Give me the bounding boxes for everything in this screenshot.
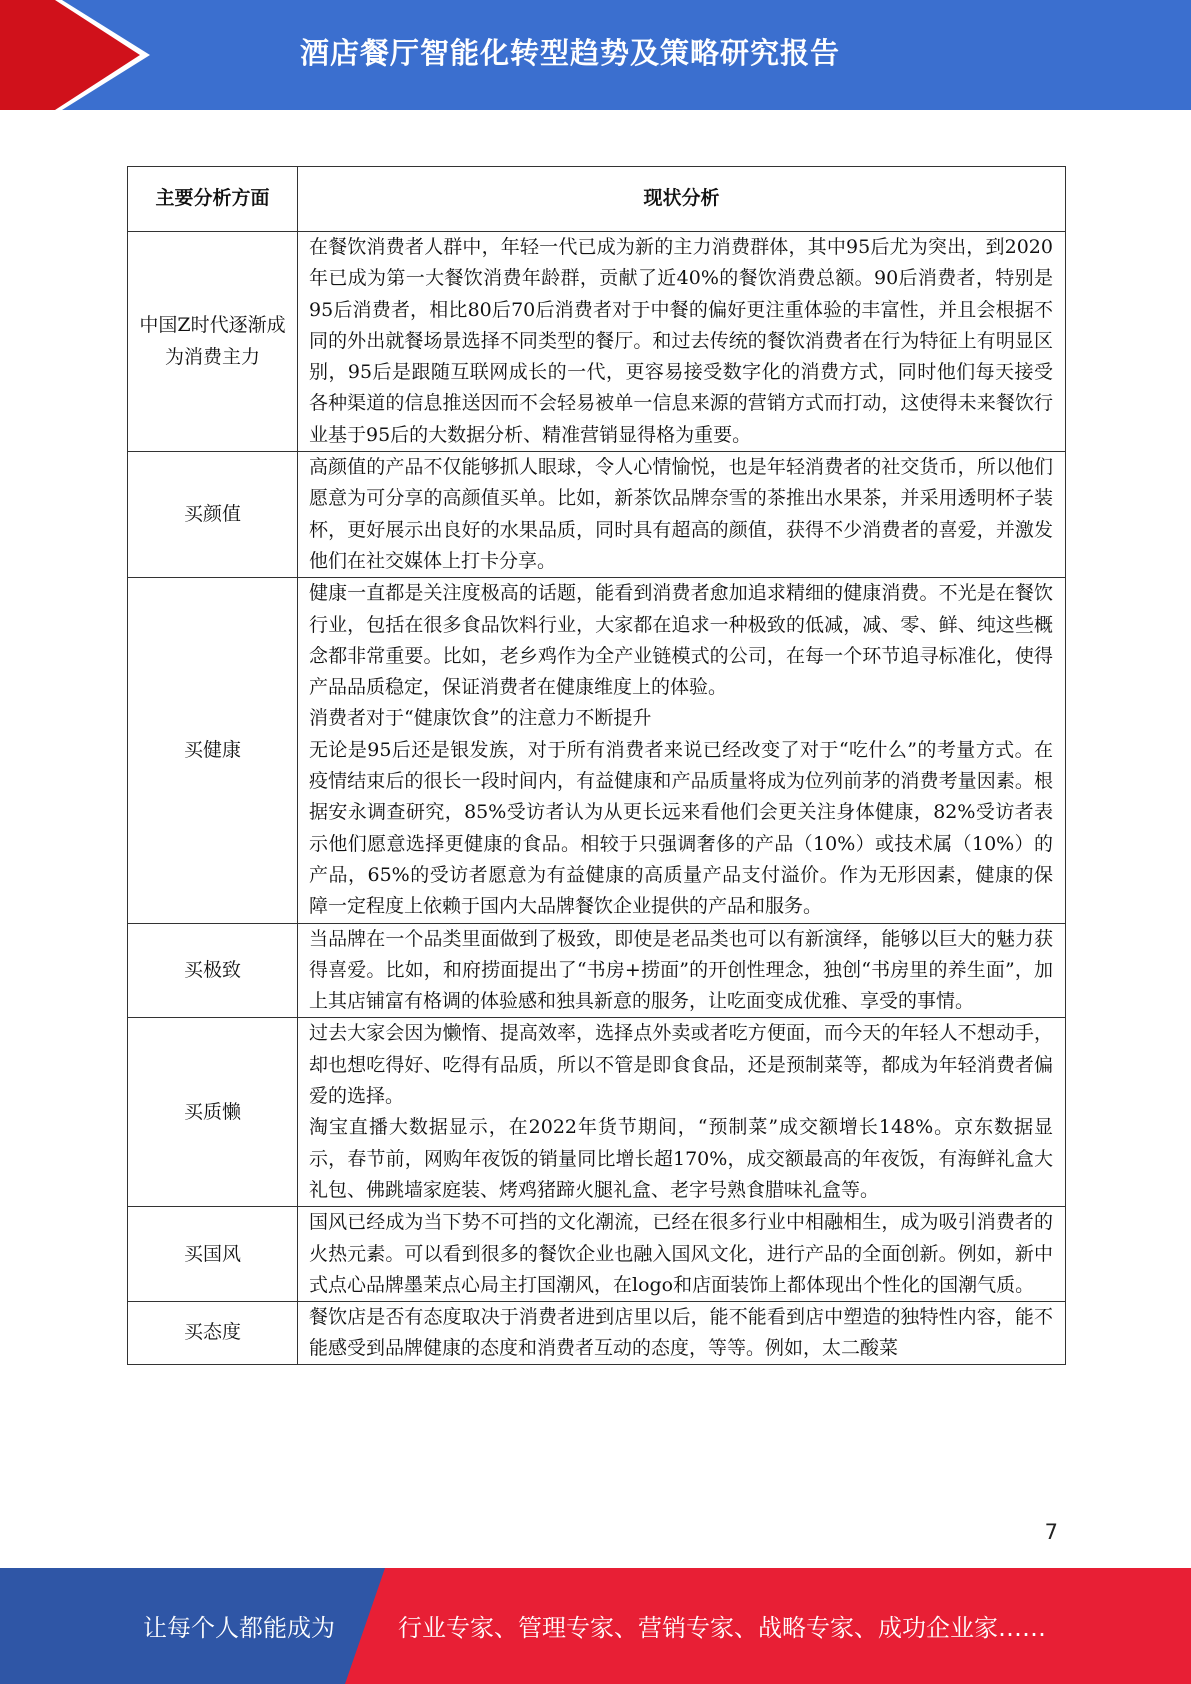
footer-slogan-left: 让每个人都能成为 — [143, 1614, 335, 1642]
table-row — [128, 923, 1066, 1018]
row-aspect: 中国Z时代逐渐成为消费主力 — [128, 232, 298, 452]
row-aspect: 买颜值 — [128, 452, 298, 578]
analysis-paragraph: 在餐饮消费者人群中，年轻一代已成为新的主力消费群体，其中95后尤为突出，到2020年已成为第一大餐饮消费年龄群，贡献了近40%的餐饮消费总额。90后消费者，特别是95后消费者，相比80后70后消费者对于中餐的偏好更注重体验的丰富性，并且会根据不同的外出就餐场景选择不同类型的餐厅。和过去传统的餐饮消费者在行为特征上有明显区别，95后是跟随互联网成长的一代，更容易接受数字化的消费方式，同时他们每天接受各种渠道的信息推送因而不会轻易被单一信息来源的营销方式而打动，这使得未来餐饮行业基于95后的大数据分析、精准营销显得格为重要。 — [309, 236, 1053, 446]
analysis-paragraph: 国风已经成为当下势不可挡的文化潮流，已经在很多行业中相融相生，成为吸引消费者的火热元素。可以看到很多的餐饮企业也融入国风文化，进行产品的全面创新。例如，新中式点心品牌墨茉点心局主打国潮风，在logo和店面装饰上都体现出个性化的国潮气质。 — [309, 1211, 1053, 1296]
table-row — [128, 452, 1066, 578]
column-header-aspect: 主要分析方面 — [128, 167, 298, 232]
header-arrow-decoration — [0, 0, 150, 110]
table-row — [128, 1018, 1066, 1207]
table-row — [128, 1207, 1066, 1302]
analysis-paragraph: 无论是95后还是银发族，对于所有消费者来说已经改变了对于“吃什么”的考量方式。在疫情结束后的很长一段时间内，有益健康和产品质量将成为位列前茅的消费考量因素。根据安永调查研究，85%受访者认为从更长远来看他们会更关注身体健康，82%受访者表示他们愿意选择更健康的食品。相较于只强调奢侈的产品（10%）或技术属（10%）的产品，65%的受访者愿意为有益健康的高质量产品支付溢价。作为无形因素，健康的保障一定程度上依赖于国内大品牌餐饮企业提供的产品和服务。 — [309, 738, 1053, 918]
analysis-paragraph: 消费者对于“健康饮食”的注意力不断提升 — [309, 707, 652, 730]
analysis-paragraph: 当品牌在一个品类里面做到了极致，即使是老品类也可以有新演绎，能够以巨大的魅力获得喜爱。比如，和府捞面提出了“书房+捞面”的开创性理念，独创“书房里的养生面”，加上其店铺富有格调的体验感和独具新意的服务，让吃面变成优雅、享受的事情。 — [309, 927, 1053, 1013]
column-header-analysis: 现状分析 — [298, 167, 1066, 232]
analysis-paragraph: 健康一直都是关注度极高的话题，能看到消费者愈加追求精细的健康消费。不光是在餐饮行业，包括在很多食品饮料行业，大家都在追求一种极致的低减，减、零、鲜、纯这些概念都非常重要。比如，老乡鸡作为全产业链模式的公司，在每一个环节追寻标准化，使得产品品质稳定，保证消费者在健康维度上的体验。 — [309, 582, 1053, 699]
row-aspect: 买态度 — [128, 1302, 298, 1365]
page-footer — [0, 1568, 1191, 1684]
row-analysis — [298, 452, 1066, 578]
table-row — [128, 232, 1066, 452]
row-analysis — [298, 578, 1066, 923]
table-row — [128, 1302, 1066, 1365]
analysis-paragraph: 餐饮店是否有态度取决于消费者进到店里以后，能不能看到店中塑造的独特性内容，能不能感受到品牌健康的态度和消费者互动的态度，等等。例如，太二酸菜 — [309, 1306, 1053, 1360]
analysis-paragraph: 过去大家会因为懒惰、提高效率，选择点外卖或者吃方便面，而今天的年轻人不想动手，却也想吃得好、吃得有品质，所以不管是即食食品，还是预制菜等，都成为年轻消费者偏爱的选择。 — [309, 1022, 1053, 1108]
analysis-paragraph: 淘宝直播大数据显示，在2022年货节期间，“预制菜”成交额增长148%。京东数据显示，春节前，网购年夜饭的销量同比增长超170%，成交额最高的年夜饭，有海鲜礼盒大礼包、佛跳墙家庭装、烤鸡猪蹄火腿礼盒、老字号熟食腊味礼盒等。 — [309, 1116, 1053, 1201]
row-analysis — [298, 923, 1066, 1018]
table-header-row — [128, 167, 1066, 232]
row-aspect: 买健康 — [128, 578, 298, 923]
footer-slogan-right: 行业专家、管理专家、营销专家、战略专家、成功企业家…… — [398, 1614, 1046, 1642]
row-analysis — [298, 1302, 1066, 1365]
row-aspect: 买质懒 — [128, 1018, 298, 1207]
page-header — [0, 0, 1191, 110]
analysis-table — [127, 166, 1066, 1365]
row-analysis — [298, 1207, 1066, 1302]
row-aspect: 买极致 — [128, 923, 298, 1018]
page-number: 7 — [1044, 1520, 1058, 1544]
analysis-paragraph: 高颜值的产品不仅能够抓人眼球，令人心情愉悦，也是年轻消费者的社交货币，所以他们愿意为可分享的高颜值买单。比如，新茶饮品牌奈雪的茶推出水果茶，并采用透明杯子装杯，更好展示出良好的水果品质，同时具有超高的颜值，获得不少消费者的喜爱，并激发他们在社交媒体上打卡分享。 — [309, 456, 1053, 572]
row-analysis — [298, 1018, 1066, 1207]
row-analysis — [298, 232, 1066, 452]
table-row — [128, 578, 1066, 923]
report-title: 酒店餐厅智能化转型趋势及策略研究报告 — [300, 36, 841, 70]
row-aspect: 买国风 — [128, 1207, 298, 1302]
